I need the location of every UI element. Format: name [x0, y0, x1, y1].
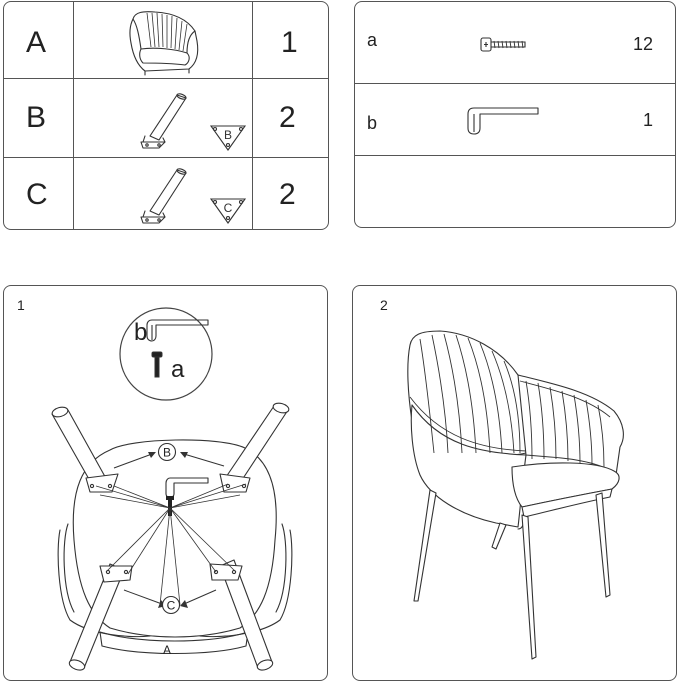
part-letter-c: C — [26, 178, 48, 211]
seat-label-a: A — [162, 643, 172, 657]
allen-key-icon — [466, 104, 542, 138]
screw-icon — [480, 35, 528, 55]
leg-with-plate-icon — [135, 90, 255, 156]
parts-table-divider — [4, 157, 328, 158]
hardware-letter-a: a — [367, 30, 378, 50]
part-qty-c: 2 — [279, 178, 296, 211]
part-qty-a: 1 — [281, 26, 298, 59]
step-number-2: 2 — [380, 297, 388, 313]
tool-label-b: b — [134, 319, 148, 346]
callout-label-c: C — [166, 598, 176, 613]
hardware-table-divider — [355, 83, 675, 84]
hardware-qty-b: 1 — [643, 110, 654, 130]
tool-label-a: a — [171, 356, 185, 383]
tools-callout — [118, 306, 214, 402]
step-number-1: 1 — [17, 297, 25, 313]
callout-label-b: B — [162, 445, 172, 460]
plate-label-b: B — [223, 128, 233, 142]
plate-label-c: C — [223, 201, 233, 215]
part-letter-b: B — [26, 101, 47, 134]
part-qty-b: 2 — [279, 101, 296, 134]
assembled-chair-diagram — [400, 325, 640, 665]
hardware-qty-a: 12 — [633, 34, 654, 54]
part-letter-a: A — [26, 26, 47, 59]
hardware-table-divider — [355, 155, 675, 156]
hardware-letter-b: b — [367, 113, 378, 133]
chair-underside-diagram — [40, 400, 310, 680]
parts-table-column-divider — [73, 2, 74, 229]
leg-with-plate-icon — [135, 165, 255, 231]
parts-table-divider — [4, 78, 328, 79]
chair-seat-icon — [125, 9, 205, 75]
